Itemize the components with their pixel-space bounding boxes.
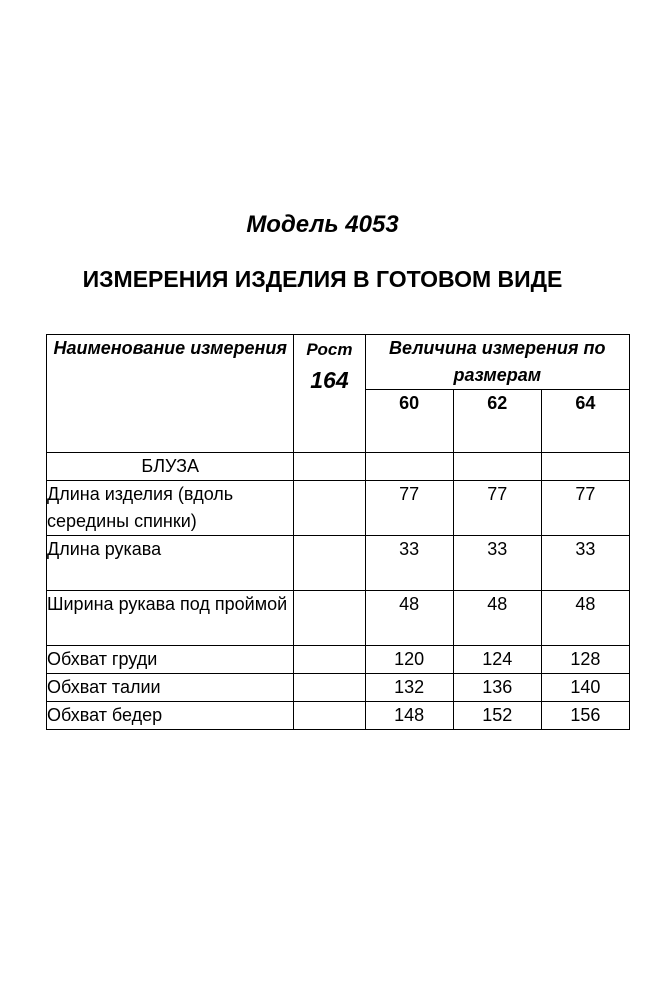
table-row — [47, 481, 630, 536]
row-value: 136 — [453, 674, 541, 702]
table-cell — [294, 536, 365, 591]
row-name: Обхват бедер — [47, 702, 294, 730]
table-cell — [294, 591, 365, 646]
table-cell — [294, 453, 365, 481]
row-value: 128 — [541, 646, 629, 674]
header-height — [294, 335, 365, 453]
row-value: 33 — [453, 536, 541, 591]
model-title: Модель 4053 — [246, 211, 399, 238]
row-name: Ширина рукава под проймой — [47, 591, 294, 646]
row-value: 48 — [541, 591, 629, 646]
header-size-group: Величина измерения по размерам — [365, 335, 629, 390]
document-title: ИЗМЕРЕНИЯ ИЗДЕЛИЯ В ГОТОВОМ ВИДЕ — [82, 266, 563, 292]
table-cell — [365, 453, 453, 481]
row-value: 120 — [365, 646, 453, 674]
header-size-62: 62 — [453, 390, 541, 453]
table-cell — [294, 646, 365, 674]
row-value: 140 — [541, 674, 629, 702]
row-value: 77 — [453, 481, 541, 536]
header-size-60: 60 — [365, 390, 453, 453]
header-height-value: 164 — [310, 367, 349, 393]
row-name: Обхват талии — [47, 674, 294, 702]
table-row — [47, 674, 630, 702]
row-value: 33 — [541, 536, 629, 591]
table-row — [47, 591, 630, 646]
row-value: 152 — [453, 702, 541, 730]
table-row — [47, 646, 630, 674]
table-header-row — [47, 335, 630, 390]
table-cell — [294, 481, 365, 536]
row-name: Обхват груди — [47, 646, 294, 674]
measurements-table — [46, 334, 630, 730]
row-value: 156 — [541, 702, 629, 730]
section-label: БЛУЗА — [47, 453, 294, 481]
row-value: 124 — [453, 646, 541, 674]
row-value: 48 — [365, 591, 453, 646]
header-size-64: 64 — [541, 390, 629, 453]
table-row — [47, 536, 630, 591]
table-cell — [294, 702, 365, 730]
table-cell — [294, 674, 365, 702]
table-row — [47, 702, 630, 730]
row-value: 77 — [365, 481, 453, 536]
header-height-label: Рост — [306, 340, 353, 359]
row-name: Длина рукава — [47, 536, 294, 591]
row-name: Длина изделия (вдоль середины спинки) — [47, 481, 294, 536]
row-value: 77 — [541, 481, 629, 536]
row-value: 148 — [365, 702, 453, 730]
header-measurement-name: Наименование измерения — [47, 335, 294, 453]
table-cell — [453, 453, 541, 481]
section-row — [47, 453, 630, 481]
row-value: 48 — [453, 591, 541, 646]
row-value: 33 — [365, 536, 453, 591]
table-cell — [541, 453, 629, 481]
row-value: 132 — [365, 674, 453, 702]
